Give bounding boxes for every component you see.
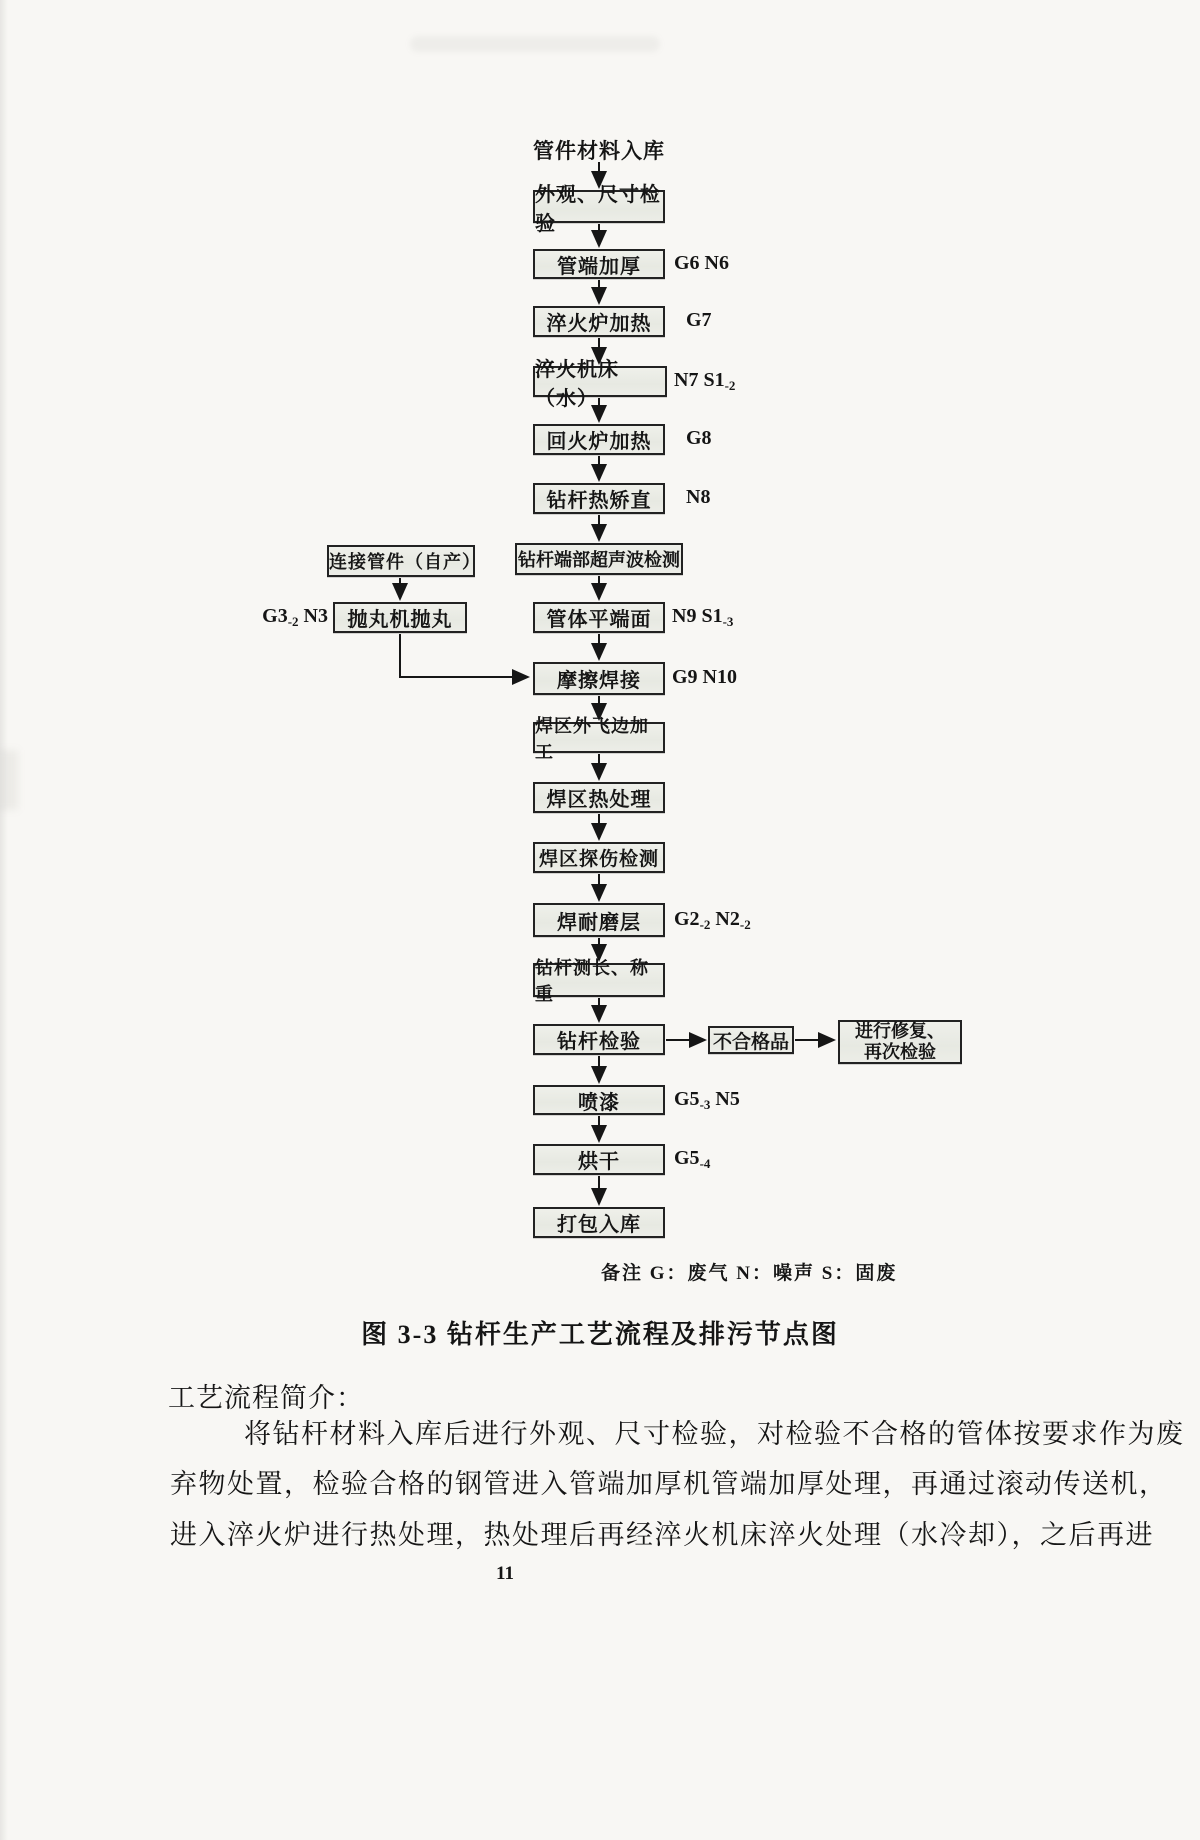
annotation-text: N7 S1 — [674, 369, 725, 391]
annotation-subscript: -4 — [699, 1156, 711, 1171]
figure-caption: 图 3-3 钻杆生产工艺流程及排污节点图 — [361, 1320, 839, 1349]
flow-node-reject-product: 不合格品 — [708, 1026, 794, 1054]
emission-annotation-g6n6 — [674, 252, 729, 275]
scan-artifact — [410, 36, 660, 52]
flow-node-hardbanding: 焊耐磨层 — [533, 903, 665, 937]
flow-node-ultrasonic-inspection: 钻杆端部超声波检测 — [515, 543, 683, 575]
annotation-subscript: -3 — [722, 614, 734, 629]
emission-annotation-g5-4 — [674, 1147, 710, 1172]
body-paragraph-line: 进入淬火炉进行热处理，热处理后再经淬火机床淬火处理（水冷却），之后再进 — [170, 1520, 1154, 1550]
flow-node-repair-reinspect — [838, 1020, 962, 1064]
flow-node-weld-flaw-detection: 焊区探伤检测 — [533, 842, 665, 873]
flow-node-length-weight-measure: 钻杆测长、称重 — [533, 963, 665, 997]
annotation-text: N5 — [710, 1088, 740, 1110]
emission-annotation-n9s1-3 — [672, 605, 733, 630]
flow-node-pipe-end-upsetting: 管端加厚 — [533, 249, 665, 279]
annotation-subscript: -2 — [699, 917, 711, 932]
annotation-text: N3 — [298, 605, 328, 627]
flow-node-appearance-size-inspection: 外观、尺寸检验 — [533, 190, 665, 223]
annotation-text: G8 — [686, 427, 712, 449]
flow-node-quench-furnace-heating: 淬火炉加热 — [533, 306, 665, 337]
flow-node-quench-machine-water: 淬火机床（水） — [533, 366, 667, 397]
flow-node-drying: 烘干 — [533, 1144, 665, 1175]
emission-annotation-g7 — [686, 309, 712, 332]
emission-annotation-n8 — [686, 486, 710, 509]
repair-line: 再次检验 — [864, 1042, 936, 1062]
annotation-text: N9 S1 — [672, 605, 723, 627]
flow-node-connector-pipe-selfmade: 连接管件（自产） — [327, 545, 475, 577]
emission-annotation-g3-2n3 — [252, 605, 328, 630]
annotation-text: N8 — [686, 486, 711, 508]
annotation-subscript: -2 — [739, 917, 751, 932]
annotation-subscript: -2 — [287, 614, 299, 629]
emission-annotation-n7s1-2 — [674, 369, 735, 394]
scan-artifact — [0, 0, 8, 1840]
body-paragraph-line: 将钻杆材料入库后进行外观、尺寸检验，对检验不合格的管体按要求作为废 — [244, 1419, 1185, 1449]
annotation-text: G9 N10 — [672, 666, 737, 688]
flow-node-packing-warehousing: 打包入库 — [533, 1207, 665, 1238]
scan-artifact — [0, 750, 18, 810]
annotation-text: N2 — [710, 908, 740, 930]
annotation-text: G3 — [262, 605, 288, 627]
legend-note: 备注 G：废气 N：噪声 S：固废 — [601, 1263, 898, 1284]
flow-node-drill-pipe-inspection: 钻杆检验 — [533, 1024, 665, 1055]
emission-annotation-g8 — [686, 427, 712, 450]
emission-annotation-g5-3n5 — [674, 1088, 740, 1113]
repair-line: 进行修复、 — [855, 1021, 945, 1041]
page-number: 11 — [496, 1563, 514, 1584]
process-intro-heading: 工艺流程简介： — [168, 1383, 364, 1413]
flow-node-pipe-body-facing: 管体平端面 — [533, 602, 665, 633]
flow-node-painting: 喷漆 — [533, 1085, 665, 1115]
annotation-text: G5 — [674, 1088, 700, 1110]
flow-node-temper-furnace-heating: 回火炉加热 — [533, 424, 665, 455]
annotation-subscript: -2 — [724, 378, 736, 393]
flow-node-shot-blasting: 抛丸机抛丸 — [333, 602, 467, 633]
body-paragraph-line: 弃物处置，检验合格的钢管进入管端加厚机管端加厚处理，再通过滚动传送机， — [170, 1469, 1168, 1499]
flow-node-hot-straightening: 钻杆热矫直 — [533, 483, 665, 514]
flow-node-weld-flash-machining: 焊区外飞边加工 — [533, 722, 665, 753]
annotation-text: G2 — [674, 908, 700, 930]
flow-node-friction-welding: 摩擦焊接 — [533, 662, 665, 695]
annotation-text: G5 — [674, 1147, 700, 1169]
emission-annotation-g9n10 — [672, 666, 737, 689]
annotation-text: G7 — [686, 309, 712, 331]
flow-start-label: 管件材料入库 — [533, 139, 665, 163]
flow-node-weld-heat-treatment: 焊区热处理 — [533, 782, 665, 813]
annotation-text: G6 N6 — [674, 252, 729, 274]
annotation-subscript: -3 — [699, 1097, 711, 1112]
emission-annotation-g2-2n2-2 — [674, 908, 751, 933]
